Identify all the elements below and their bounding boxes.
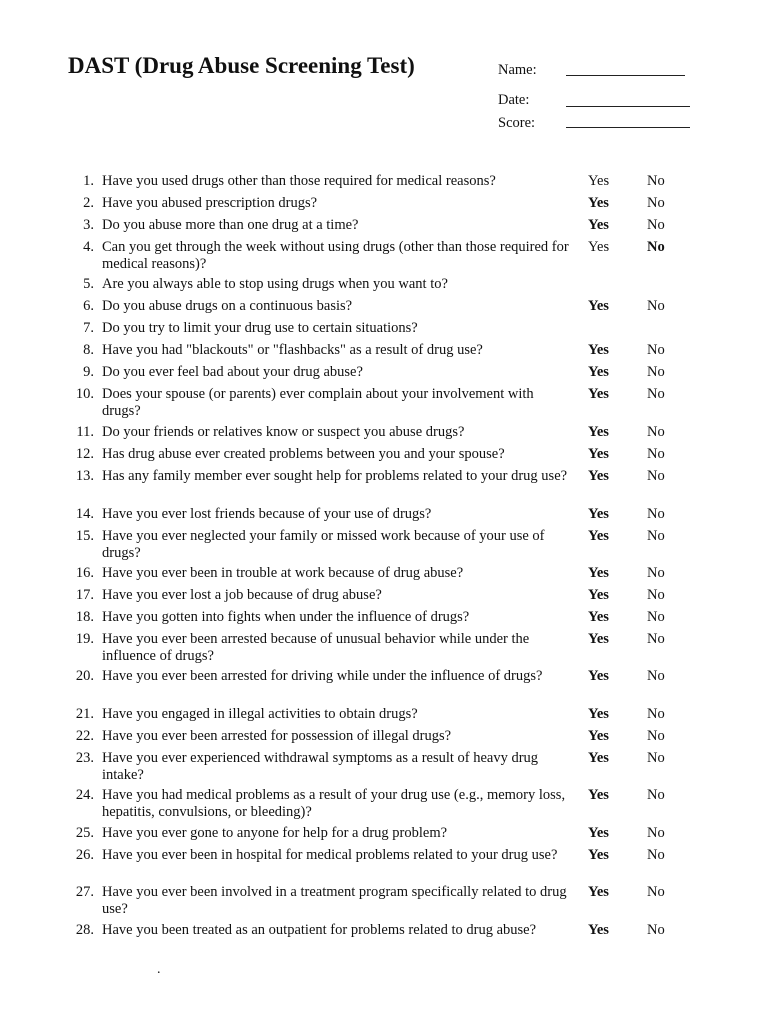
answer-yes[interactable]: Yes [588, 847, 609, 863]
answer-no[interactable]: No [647, 706, 665, 722]
question-text: Have you ever been involved in a treatment program specifically related to drug use? [102, 884, 567, 917]
answer-no[interactable]: No [647, 609, 665, 625]
answer-no[interactable]: No [647, 847, 665, 863]
answer-no[interactable]: No [647, 668, 665, 684]
question-text: Do you abuse more than one drug at a time? [102, 217, 359, 233]
answer-no[interactable]: No [647, 922, 665, 938]
question-text: Have you ever lost friends because of your use of drugs? [102, 506, 432, 522]
question-number: 3. [83, 217, 94, 233]
answer-yes[interactable]: Yes [588, 298, 609, 314]
question-text: Have you ever neglected your family or missed work because of your use of drugs? [102, 528, 545, 561]
question-number: 1. [83, 173, 94, 189]
question-text: Have you ever been arrested because of unusual behavior while under the influence of drugs? [102, 631, 530, 664]
answer-no[interactable]: No [647, 173, 665, 189]
answer-no[interactable]: No [647, 195, 665, 211]
answer-yes[interactable]: Yes [588, 631, 609, 647]
answer-yes[interactable]: Yes [588, 587, 609, 603]
answer-yes[interactable]: Yes [588, 446, 609, 462]
answer-no[interactable]: No [647, 750, 665, 766]
score-label: Score: [498, 115, 536, 131]
answer-no[interactable]: No [647, 884, 665, 900]
question-text: Have you ever been arrested for possession of illegal drugs? [102, 728, 452, 744]
answer-no[interactable]: No [647, 298, 665, 314]
question-number: 24. [75, 787, 94, 803]
answer-yes[interactable]: Yes [588, 706, 609, 722]
question-text: Can you get through the week without using drugs (other than those required for medical reasons)? [102, 239, 569, 272]
question-number: 18. [75, 609, 94, 625]
answer-yes[interactable]: Yes [588, 528, 609, 544]
answer-yes[interactable]: Yes [588, 342, 609, 358]
name-field[interactable] [566, 75, 685, 76]
answer-no[interactable]: No [647, 446, 665, 462]
question-number: 14. [75, 506, 94, 522]
answer-yes[interactable]: Yes [588, 609, 609, 625]
question-number: 12. [75, 446, 94, 462]
question-number: 9. [83, 364, 94, 380]
question-text: Have you ever been in hospital for medical problems related to your drug use? [102, 847, 558, 863]
question-text: Have you had medical problems as a result of your drug use (e.g., memory loss, hepatitis, convulsions, or bleeding)? [102, 787, 566, 820]
question-number: 19. [75, 631, 94, 647]
answer-no[interactable]: No [647, 342, 665, 358]
answer-no[interactable]: No [647, 587, 665, 603]
question-number: 4. [83, 239, 94, 255]
answer-yes[interactable]: Yes [588, 424, 609, 440]
answer-no[interactable]: No [647, 217, 665, 233]
answer-yes[interactable]: Yes [588, 884, 609, 900]
answer-no[interactable]: No [647, 787, 665, 803]
question-text: Have you ever lost a job because of drug abuse? [102, 587, 382, 603]
question-text: Have you ever been arrested for driving while under the influence of drugs? [102, 668, 543, 684]
footer-mark: . [157, 962, 161, 977]
question-number: 7. [83, 320, 94, 336]
date-field[interactable] [566, 106, 690, 107]
answer-yes[interactable]: Yes [588, 565, 609, 581]
question-text: Have you ever gone to anyone for help for a drug problem? [102, 825, 448, 841]
answer-no[interactable]: No [647, 364, 665, 380]
answer-no[interactable]: No [647, 528, 665, 544]
question-number: 27. [75, 884, 94, 900]
answer-no[interactable]: No [647, 506, 665, 522]
score-field[interactable] [566, 127, 690, 128]
question-text: Have you had "blackouts" or "flashbacks" as a result of drug use? [102, 342, 483, 358]
question-number: 15. [75, 528, 94, 544]
question-text: Has drug abuse ever created problems between you and your spouse? [102, 446, 505, 462]
question-text: Do you ever feel bad about your drug abuse? [102, 364, 363, 380]
question-text: Have you used drugs other than those required for medical reasons? [102, 173, 496, 189]
question-number: 5. [83, 276, 94, 292]
page-title: DAST (Drug Abuse Screening Test) [68, 53, 415, 78]
question-number: 8. [83, 342, 94, 358]
answer-yes[interactable]: Yes [588, 239, 610, 255]
question-number: 21. [75, 706, 94, 722]
question-number: 20. [75, 668, 94, 684]
question-number: 16. [75, 565, 94, 581]
question-text: Have you been treated as an outpatient for problems related to drug abuse? [102, 922, 537, 938]
question-text: Does your spouse (or parents) ever complain about your involvement with drugs? [102, 386, 534, 419]
answer-yes[interactable]: Yes [588, 787, 609, 803]
answer-yes[interactable]: Yes [588, 468, 609, 484]
answer-yes[interactable]: Yes [588, 750, 609, 766]
question-number: 6. [83, 298, 94, 314]
question-number: 25. [75, 825, 94, 841]
question-text: Have you abused prescription drugs? [102, 195, 318, 211]
question-number: 2. [83, 195, 94, 211]
question-text: Have you gotten into fights when under the influence of drugs? [102, 609, 470, 625]
question-text: Are you always able to stop using drugs when you want to? [102, 276, 448, 292]
answer-yes[interactable]: Yes [588, 217, 609, 233]
answer-no[interactable]: No [647, 565, 665, 581]
answer-yes[interactable]: Yes [588, 173, 610, 189]
question-number: 17. [75, 587, 94, 603]
question-text: Do you try to limit your drug use to certain situations? [102, 320, 418, 336]
answer-yes[interactable]: Yes [588, 364, 609, 380]
answer-no[interactable]: No [647, 825, 665, 841]
question-number: 11. [76, 424, 94, 440]
question-text: Have you engaged in illegal activities to obtain drugs? [102, 706, 418, 722]
answer-yes[interactable]: Yes [588, 195, 609, 211]
answer-yes[interactable]: Yes [588, 922, 609, 938]
answer-no[interactable]: No [647, 468, 665, 484]
question-number: 28. [75, 922, 94, 938]
question-text: Have you ever experienced withdrawal symptoms as a result of heavy drug intake? [102, 750, 539, 783]
question-text: Has any family member ever sought help for problems related to your drug use? [102, 468, 568, 484]
question-text: Do your friends or relatives know or suspect you abuse drugs? [102, 424, 465, 440]
name-label: Name: [498, 62, 537, 78]
answer-yes[interactable]: Yes [588, 506, 609, 522]
date-label: Date: [498, 92, 530, 108]
answer-yes[interactable]: Yes [588, 668, 609, 684]
answer-yes[interactable]: Yes [588, 386, 609, 402]
answer-yes[interactable]: Yes [588, 728, 609, 744]
question-number: 22. [75, 728, 94, 744]
answer-no[interactable]: No [647, 631, 665, 647]
answer-no[interactable]: No [647, 728, 665, 744]
answer-no[interactable]: No [647, 424, 665, 440]
question-number: 23. [75, 750, 94, 766]
answer-no[interactable]: No [647, 386, 665, 402]
question-number: 10. [75, 386, 94, 402]
question-number: 26. [75, 847, 94, 863]
answer-no[interactable]: No [647, 239, 665, 255]
question-text: Do you abuse drugs on a continuous basis? [102, 298, 353, 314]
question-text: Have you ever been in trouble at work because of drug abuse? [102, 565, 464, 581]
answer-yes[interactable]: Yes [588, 825, 609, 841]
question-number: 13. [75, 468, 94, 484]
